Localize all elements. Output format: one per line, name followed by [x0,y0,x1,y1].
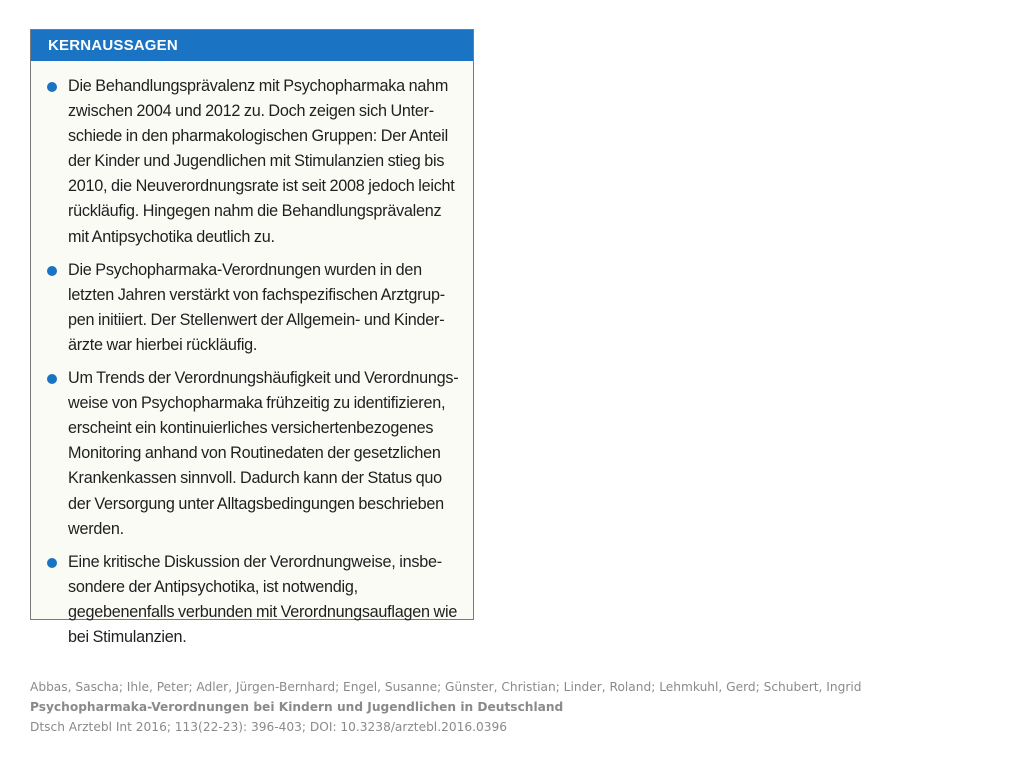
key-messages-list [31,74,473,658]
key-message-item [31,366,473,542]
key-messages-box [30,29,474,646]
key-message-item [31,550,473,650]
key-message-text: Die Psychopharmaka-Verordnungen wurden in den letzten Jahren verstärkt von fachspezifischen Arztgruppen initiiert. Der Stellenwert der Allgemein- und Kinderärzte war hierbei rückläufig. [68,260,446,354]
key-message-item [31,258,473,358]
citation-title: Psychopharmaka-Verordnungen bei Kindern und Jugendlichen in Deutschland [30,700,564,714]
citation-authors: Abbas, Sascha; Ihle, Peter; Adler, Jürgen-Bernhard; Engel, Susanne; Günster, Christian; Linder, Roland; Lehmkuhl, Gerd; Schubert, Ingrid [30,680,862,694]
bullet-dot-icon [47,558,57,568]
key-message-text: Die Behandlungsprävalenz mit Psychopharmaka nahm zwischen 2004 und 2012 zu. Doch zeigen sich Unterschiede in den pharmakologischen Gruppen: Der Anteil der Kinder und Jugendlichen mit Stimulanzien stieg bis 2010, die Neuverordnungsrate ist seit 2008 jedoch leicht rückläufig. Hingegen nahm die Behandlungsprävalenz mit Antipsychotika deutlich zu. [68,77,455,246]
bullet-dot-icon [47,374,57,384]
bullet-dot-icon [47,82,57,92]
citation-reference: Dtsch Arztebl Int 2016; 113(22-23): 396-403; DOI: 10.3238/arztebl.2016.0396 [30,720,507,734]
key-message-text: Eine kritische Diskussion der Verordnungweise, insbesondere der Antipsychotika, ist notwendig, gegebenenfalls verbunden mit Verordnungsauflagen wie bei Stimulanzien. [68,552,458,646]
citation [30,677,930,737]
bullet-dot-icon [47,266,57,276]
key-messages-header: KERNAUSSAGEN [31,30,473,61]
key-message-text: Um Trends der Verordnungshäufigkeit und Verordnungsweise von Psychopharmaka frühzeitig zu identifizieren, erscheint ein kontinuierliches versichertenbezogenes Monitoring anhand von Routinedaten der gesetzlichen Krankenkassen sinnvoll. Dadurch kann der Status quo der Versorgung unter Alltagsbedingungen beschrieben werden. [68,369,459,538]
key-message-item [31,74,473,250]
